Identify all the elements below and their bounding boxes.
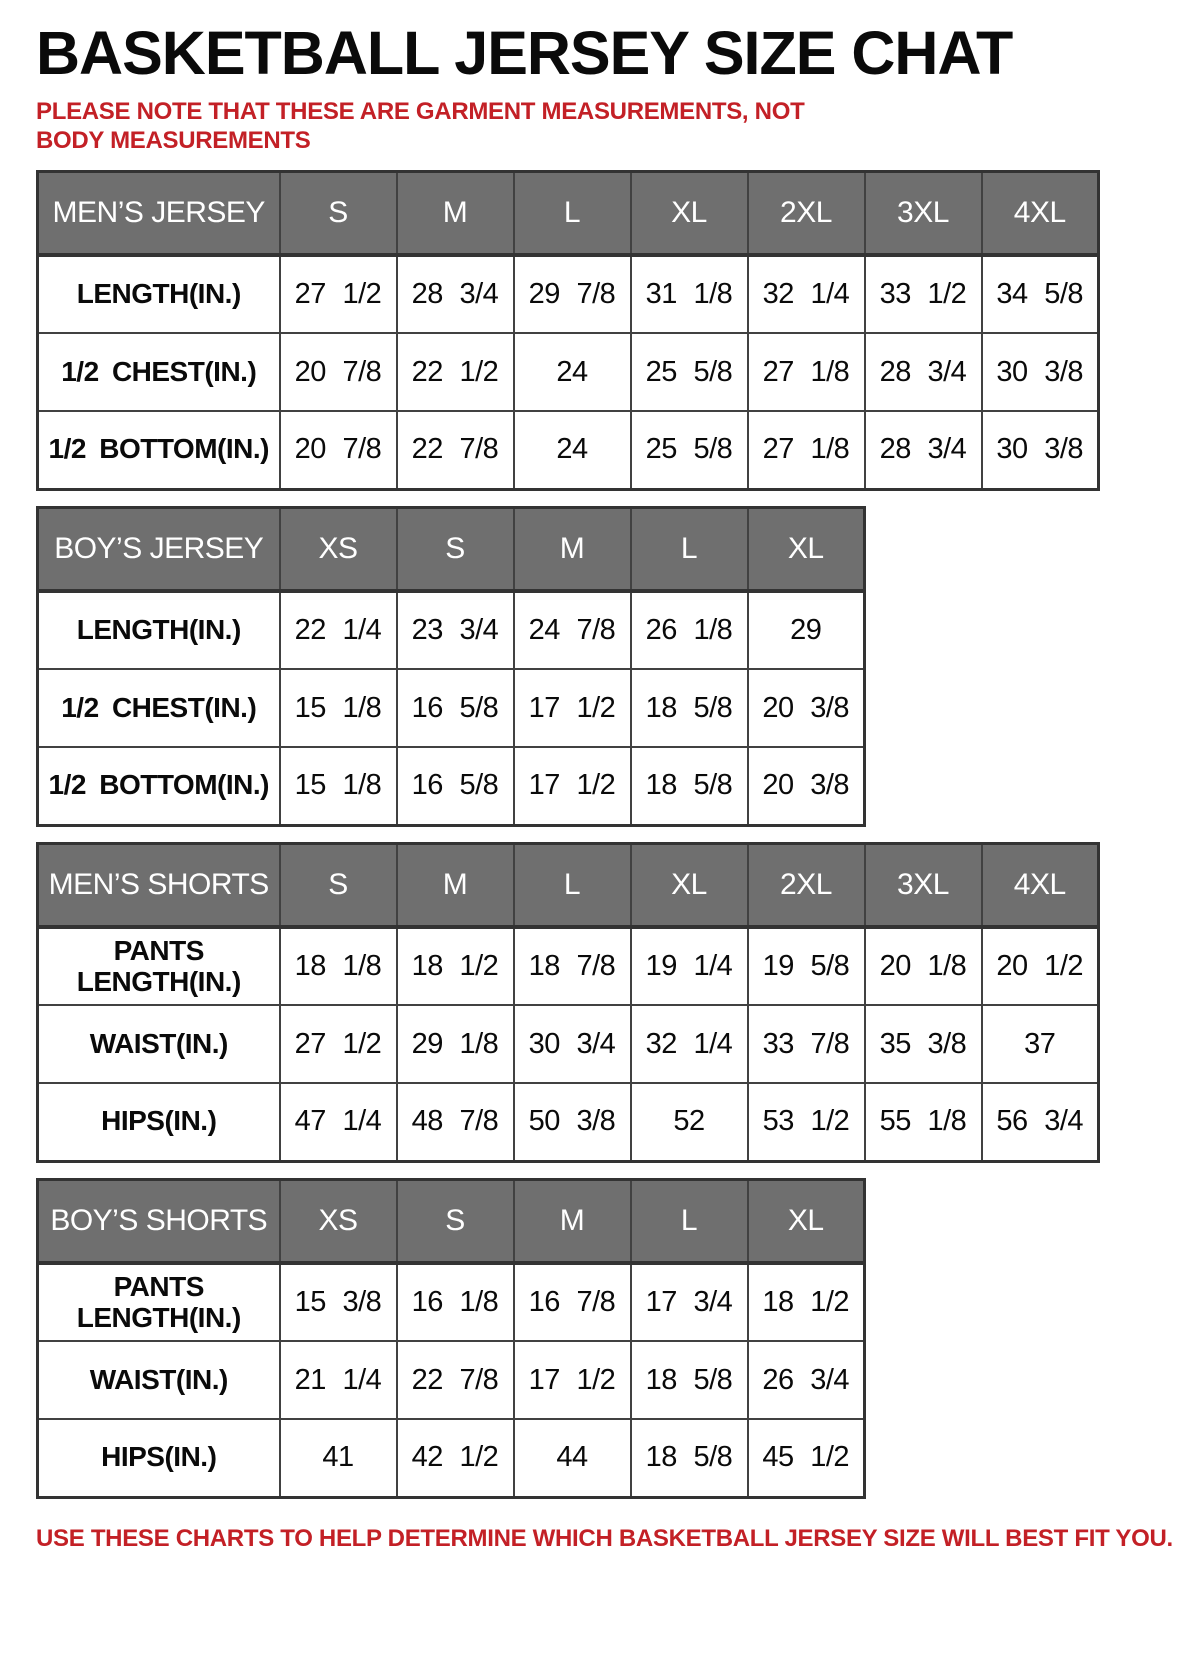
- measurement-value: 25 5/8: [631, 411, 748, 489]
- measurement-value: 23 3/4: [397, 591, 514, 669]
- measurement-value: 18 5/8: [631, 669, 748, 747]
- measurement-value: 20 1/2: [982, 927, 1099, 1005]
- size-column-header: XS: [280, 507, 397, 591]
- measurement-value: 33 1/2: [865, 255, 982, 333]
- measurement-value: 22 1/2: [397, 333, 514, 411]
- row-label: LENGTH(IN.): [38, 591, 280, 669]
- measurement-value: 30 3/8: [982, 411, 1099, 489]
- measurement-value: 50 3/8: [514, 1083, 631, 1161]
- size-column-header: 4XL: [982, 843, 1099, 927]
- measurement-value: 31 1/8: [631, 255, 748, 333]
- measurement-value: 16 5/8: [397, 747, 514, 825]
- measurement-value: 16 1/8: [397, 1263, 514, 1341]
- size-column-header: 4XL: [982, 171, 1099, 255]
- size-column-header: L: [631, 507, 748, 591]
- size-column-header: M: [514, 507, 631, 591]
- measurement-row: [38, 255, 1099, 333]
- measurement-value: 15 1/8: [280, 747, 397, 825]
- header-row: [38, 843, 1099, 927]
- measurement-value: 33 7/8: [748, 1005, 865, 1083]
- measurement-value: 18 1/2: [748, 1263, 865, 1341]
- row-label: 1/2 CHEST(IN.): [38, 669, 280, 747]
- table-title-boys-shorts: BOY’S SHORTS: [38, 1179, 280, 1263]
- measurement-value: 26 1/8: [631, 591, 748, 669]
- measurement-value: 27 1/2: [280, 1005, 397, 1083]
- size-column-header: S: [397, 1179, 514, 1263]
- measurement-row: [38, 1005, 1099, 1083]
- header-row: [38, 171, 1099, 255]
- size-column-header: XL: [631, 843, 748, 927]
- size-table-boys-shorts: [36, 1178, 866, 1499]
- measurement-row: [38, 1341, 865, 1419]
- size-column-header: XS: [280, 1179, 397, 1263]
- measurement-value: 18 1/2: [397, 927, 514, 1005]
- measurement-value: 24 7/8: [514, 591, 631, 669]
- row-label: 1/2 BOTTOM(IN.): [38, 411, 280, 489]
- size-column-header: L: [514, 171, 631, 255]
- table-title-mens-jersey: MEN’S JERSEY: [38, 171, 280, 255]
- measurement-row: [38, 1419, 865, 1497]
- size-column-header: L: [514, 843, 631, 927]
- size-column-header: S: [397, 507, 514, 591]
- measurement-value: 27 1/8: [748, 333, 865, 411]
- measurement-row: [38, 747, 865, 825]
- measurement-value: 17 1/2: [514, 669, 631, 747]
- row-label: 1/2 CHEST(IN.): [38, 333, 280, 411]
- measurement-value: 17 1/2: [514, 747, 631, 825]
- measurement-value: 55 1/8: [865, 1083, 982, 1161]
- row-label: WAIST(IN.): [38, 1341, 280, 1419]
- measurement-row: [38, 591, 865, 669]
- measurement-value: 18 1/8: [280, 927, 397, 1005]
- measurement-value: 15 1/8: [280, 669, 397, 747]
- measurement-value: 18 5/8: [631, 1419, 748, 1497]
- measurement-value: 19 5/8: [748, 927, 865, 1005]
- measurement-row: [38, 1083, 1099, 1161]
- measurement-value: 17 3/4: [631, 1263, 748, 1341]
- size-column-header: XL: [748, 507, 865, 591]
- measurement-value: 22 7/8: [397, 411, 514, 489]
- measurement-value: 52: [631, 1083, 748, 1161]
- measurement-value: 18 7/8: [514, 927, 631, 1005]
- measurement-value: 42 1/2: [397, 1419, 514, 1497]
- measurement-value: 20 7/8: [280, 333, 397, 411]
- measurement-row: [38, 333, 1099, 411]
- measurement-value: 20 1/8: [865, 927, 982, 1005]
- row-label: HIPS(IN.): [38, 1419, 280, 1497]
- measurement-value: 37: [982, 1005, 1099, 1083]
- measurement-value: 34 5/8: [982, 255, 1099, 333]
- measurement-value: 27 1/2: [280, 255, 397, 333]
- row-label: PANTS LENGTH(IN.): [38, 927, 280, 1005]
- measurement-value: 48 7/8: [397, 1083, 514, 1161]
- measurement-value: 28 3/4: [865, 333, 982, 411]
- size-column-header: S: [280, 171, 397, 255]
- row-label: HIPS(IN.): [38, 1083, 280, 1161]
- size-column-header: L: [631, 1179, 748, 1263]
- size-column-header: 3XL: [865, 171, 982, 255]
- size-column-header: 3XL: [865, 843, 982, 927]
- fit-advice-note: USE THESE CHARTS TO HELP DETERMINE WHICH BASKETBALL JERSEY SIZE WILL BEST FIT YOU.: [36, 1524, 1173, 1552]
- size-column-header: 2XL: [748, 843, 865, 927]
- size-column-header: M: [514, 1179, 631, 1263]
- measurement-value: 56 3/4: [982, 1083, 1099, 1161]
- size-column-header: XL: [748, 1179, 865, 1263]
- measurement-value: 30 3/4: [514, 1005, 631, 1083]
- measurement-value: 45 1/2: [748, 1419, 865, 1497]
- measurement-value: 27 1/8: [748, 411, 865, 489]
- row-label: PANTS LENGTH(IN.): [38, 1263, 280, 1341]
- measurement-value: 41: [280, 1419, 397, 1497]
- measurement-value: 35 3/8: [865, 1005, 982, 1083]
- measurement-value: 44: [514, 1419, 631, 1497]
- row-label: LENGTH(IN.): [38, 255, 280, 333]
- measurement-value: 53 1/2: [748, 1083, 865, 1161]
- size-table-mens-jersey: [36, 170, 1100, 491]
- measurement-row: [38, 927, 1099, 1005]
- measurement-value: 29 7/8: [514, 255, 631, 333]
- measurement-value: 17 1/2: [514, 1341, 631, 1419]
- measurement-value: 16 5/8: [397, 669, 514, 747]
- measurement-value: 32 1/4: [631, 1005, 748, 1083]
- measurement-value: 20 7/8: [280, 411, 397, 489]
- table-title-boys-jersey: BOY’S JERSEY: [38, 507, 280, 591]
- header-row: [38, 1179, 865, 1263]
- measurement-value: 24: [514, 411, 631, 489]
- measurement-value: 28 3/4: [397, 255, 514, 333]
- measurement-value: 18 5/8: [631, 747, 748, 825]
- measurement-value: 24: [514, 333, 631, 411]
- size-column-header: 2XL: [748, 171, 865, 255]
- measurement-value: 30 3/8: [982, 333, 1099, 411]
- measurement-value: 28 3/4: [865, 411, 982, 489]
- header-row: [38, 507, 865, 591]
- measurement-value: 32 1/4: [748, 255, 865, 333]
- measurement-value: 22 7/8: [397, 1341, 514, 1419]
- size-tables-container: [36, 170, 1170, 1499]
- measurement-value: 18 5/8: [631, 1341, 748, 1419]
- size-column-header: S: [280, 843, 397, 927]
- measurement-value: 21 1/4: [280, 1341, 397, 1419]
- row-label: WAIST(IN.): [38, 1005, 280, 1083]
- measurement-row: [38, 669, 865, 747]
- table-title-mens-shorts: MEN’S SHORTS: [38, 843, 280, 927]
- size-table-mens-shorts: [36, 842, 1100, 1163]
- measurement-value: 20 3/8: [748, 747, 865, 825]
- page-title: BASKETBALL JERSEY SIZE CHAT: [36, 19, 1013, 87]
- measurement-value: 47 1/4: [280, 1083, 397, 1161]
- measurement-value: 25 5/8: [631, 333, 748, 411]
- measurement-value: 19 1/4: [631, 927, 748, 1005]
- measurement-value: 20 3/8: [748, 669, 865, 747]
- row-label: 1/2 BOTTOM(IN.): [38, 747, 280, 825]
- garment-measurement-note: PLEASE NOTE THAT THESE ARE GARMENT MEASUREMENTS, NOT BODY MEASUREMENTS: [36, 98, 805, 154]
- measurement-value: 15 3/8: [280, 1263, 397, 1341]
- measurement-row: [38, 1263, 865, 1341]
- measurement-value: 29: [748, 591, 865, 669]
- size-column-header: M: [397, 171, 514, 255]
- size-column-header: XL: [631, 171, 748, 255]
- measurement-value: 22 1/4: [280, 591, 397, 669]
- measurement-row: [38, 411, 1099, 489]
- size-table-boys-jersey: [36, 506, 866, 827]
- measurement-value: 29 1/8: [397, 1005, 514, 1083]
- measurement-value: 16 7/8: [514, 1263, 631, 1341]
- size-column-header: M: [397, 843, 514, 927]
- measurement-value: 26 3/4: [748, 1341, 865, 1419]
